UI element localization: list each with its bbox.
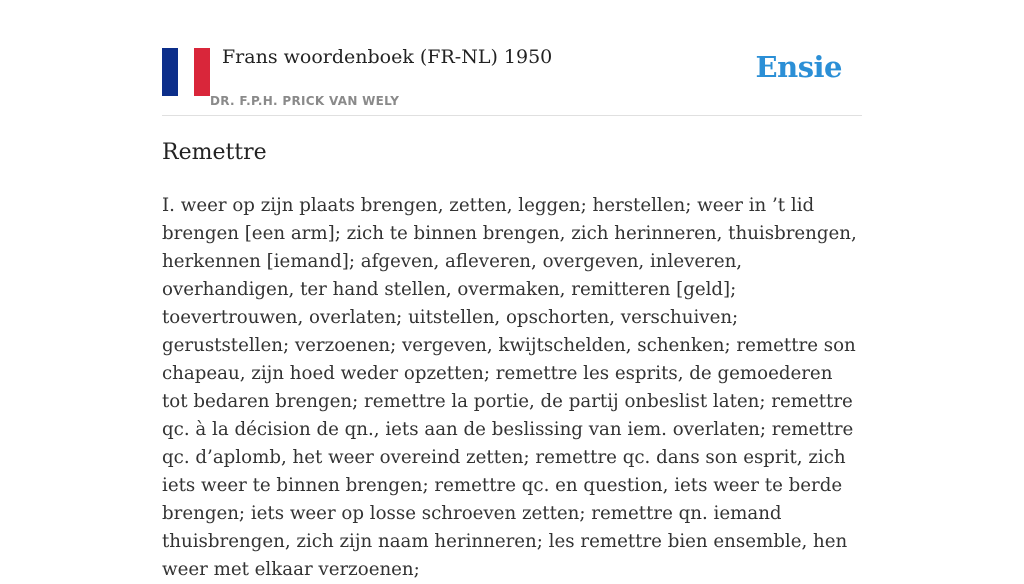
dictionary-author: DR. F.P.H. PRICK VAN WELY (210, 94, 400, 108)
dictionary-header (162, 40, 862, 116)
entry-definition: I. weer op zijn plaats brengen, zetten, leggen; herstellen; weer in ’t lid brengen [een arm]; zich te binnen brengen, zich herinneren, thuisbrengen, herkennen [iemand]; afgeven, afleveren, overgeven, inleveren, overhandigen, ter hand stellen, overmaken, remitteren [geld]; toevertrouwen, overlaten; uitstellen, opschorten, verschuiven; geruststellen; verzoenen; vergeven, kwijtschelden, schenken; remettre son chapeau, zijn hoed weder opzetten; remettre les esprits, de gemoederen tot bedaren brengen; remettre la portie, de partij onbeslist laten; remettre qc. à la décision de qn., iets aan de beslissing van iem. overlaten; remettre qc. d’aplomb, het weer overeind zetten; remettre qc. dans son esprit, zich iets weer te binnen brengen; remettre qc. en question, iets weer te berde brengen; iets weer op losse schroeven zetten; remettre qn. iemand thuisbrengen, zich zijn naam herinneren; les remettre bien ensemble, hen weer met elkaar verzoenen; (162, 195, 857, 580)
flag-stripe-white (178, 48, 194, 96)
france-flag-icon (162, 48, 210, 96)
flag-stripe-blue (162, 48, 178, 96)
entry-title: Remettre (162, 140, 267, 165)
flag-stripe-red (194, 48, 210, 96)
dictionary-title[interactable]: Frans woordenboek (FR-NL) 1950 (222, 46, 553, 68)
ensie-logo[interactable]: Ensie (755, 50, 842, 84)
